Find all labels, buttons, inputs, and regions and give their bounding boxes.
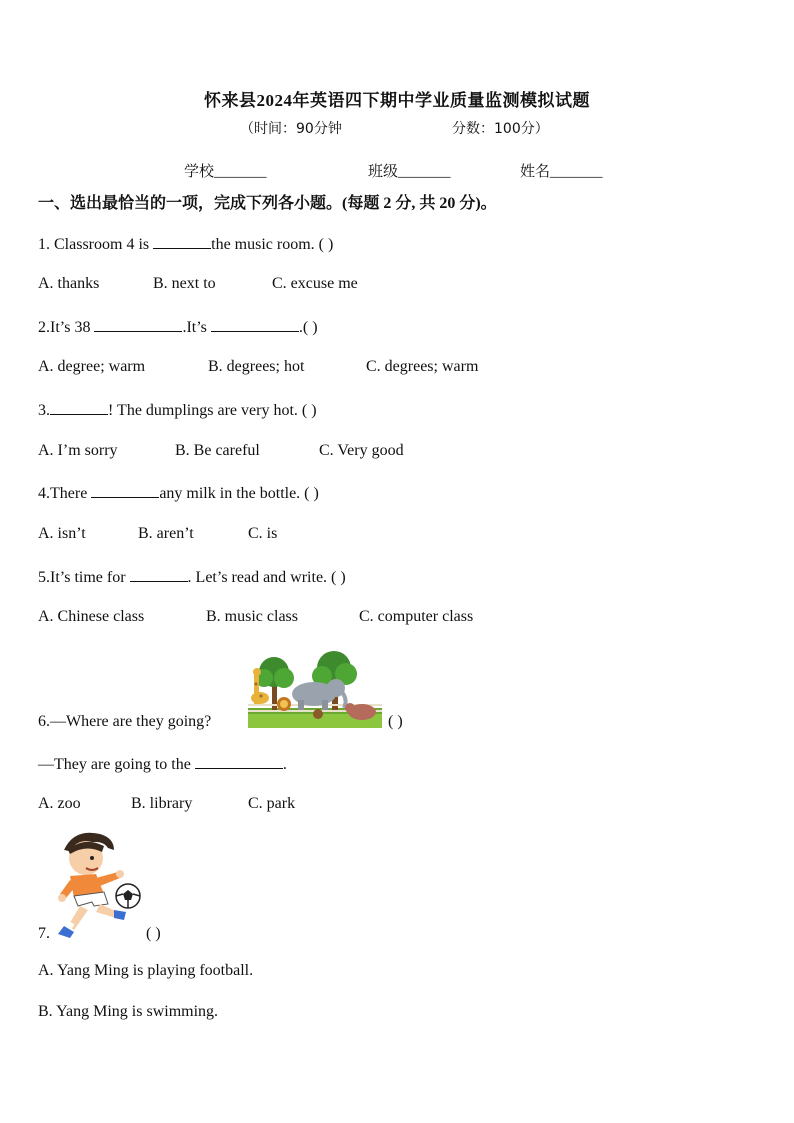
option[interactable]: A. Chinese class <box>38 608 145 625</box>
answer-blank[interactable] <box>130 567 188 582</box>
exam-score: 分数：100分） <box>452 121 549 137</box>
option[interactable]: A. degree; warm <box>38 358 146 375</box>
answer-blank[interactable] <box>94 317 182 332</box>
class-field[interactable]: 班级_______ <box>368 164 451 180</box>
boy-playing-football-illustration <box>50 828 146 940</box>
question-5: 5.It’s time for . Let’s read and write. ( ) <box>38 569 346 586</box>
answer-blank[interactable] <box>211 317 299 332</box>
option[interactable]: B. music class <box>206 608 298 625</box>
option[interactable]: A. zoo <box>38 795 81 812</box>
option[interactable]: C. degrees; warm <box>366 358 479 375</box>
option[interactable]: B. aren’t <box>138 525 194 542</box>
answer-blank[interactable] <box>50 400 108 415</box>
option[interactable]: A. isn’t <box>38 525 86 542</box>
option[interactable]: C. park <box>248 795 296 812</box>
option[interactable]: B. next to <box>153 275 216 292</box>
question-6-answer-line: —They are going to the . <box>38 756 287 773</box>
answer-blank[interactable] <box>153 234 211 249</box>
exam-time: （时间：90分钟 <box>240 121 342 137</box>
question-4: 4.There any milk in the bottle. ( ) <box>38 485 319 502</box>
option[interactable]: C. is <box>248 525 278 542</box>
zoo-animals-illustration <box>248 650 382 728</box>
section-heading: 一、选出最恰当的一项，完成下列各小题。(每题 2 分, 共 20 分)。 <box>38 195 497 212</box>
question-6: 6.—Where are they going? <box>38 713 212 730</box>
option[interactable]: C. computer class <box>359 608 474 625</box>
option[interactable]: C. Very good <box>319 442 404 459</box>
option[interactable]: B. Yang Ming is swimming. <box>38 1003 219 1020</box>
school-field[interactable]: 学校_______ <box>184 164 267 180</box>
answer-bracket[interactable]: ( ) <box>146 925 161 942</box>
question-2: 2.It’s 38 .It’s .( ) <box>38 319 318 336</box>
name-field[interactable]: 姓名_______ <box>520 164 603 180</box>
option[interactable]: A. thanks <box>38 275 100 292</box>
answer-bracket[interactable]: ( ) <box>388 713 403 730</box>
option[interactable]: B. Be careful <box>175 442 260 459</box>
option[interactable]: B. degrees; hot <box>208 358 305 375</box>
option[interactable]: B. library <box>131 795 193 812</box>
page-title: 怀来县2024年英语四下期中学业质量监测模拟试题 <box>204 91 590 110</box>
question-3: 3. ! The dumplings are very hot. ( ) <box>38 402 317 419</box>
question-1: 1. Classroom 4 is the music room. ( ) <box>38 236 334 253</box>
answer-blank[interactable] <box>195 754 283 769</box>
question-7: 7. <box>38 925 50 942</box>
option[interactable]: C. excuse me <box>272 275 358 292</box>
answer-blank[interactable] <box>91 483 159 498</box>
option[interactable]: A. Yang Ming is playing football. <box>38 962 254 979</box>
option[interactable]: A. I’m sorry <box>38 442 118 459</box>
